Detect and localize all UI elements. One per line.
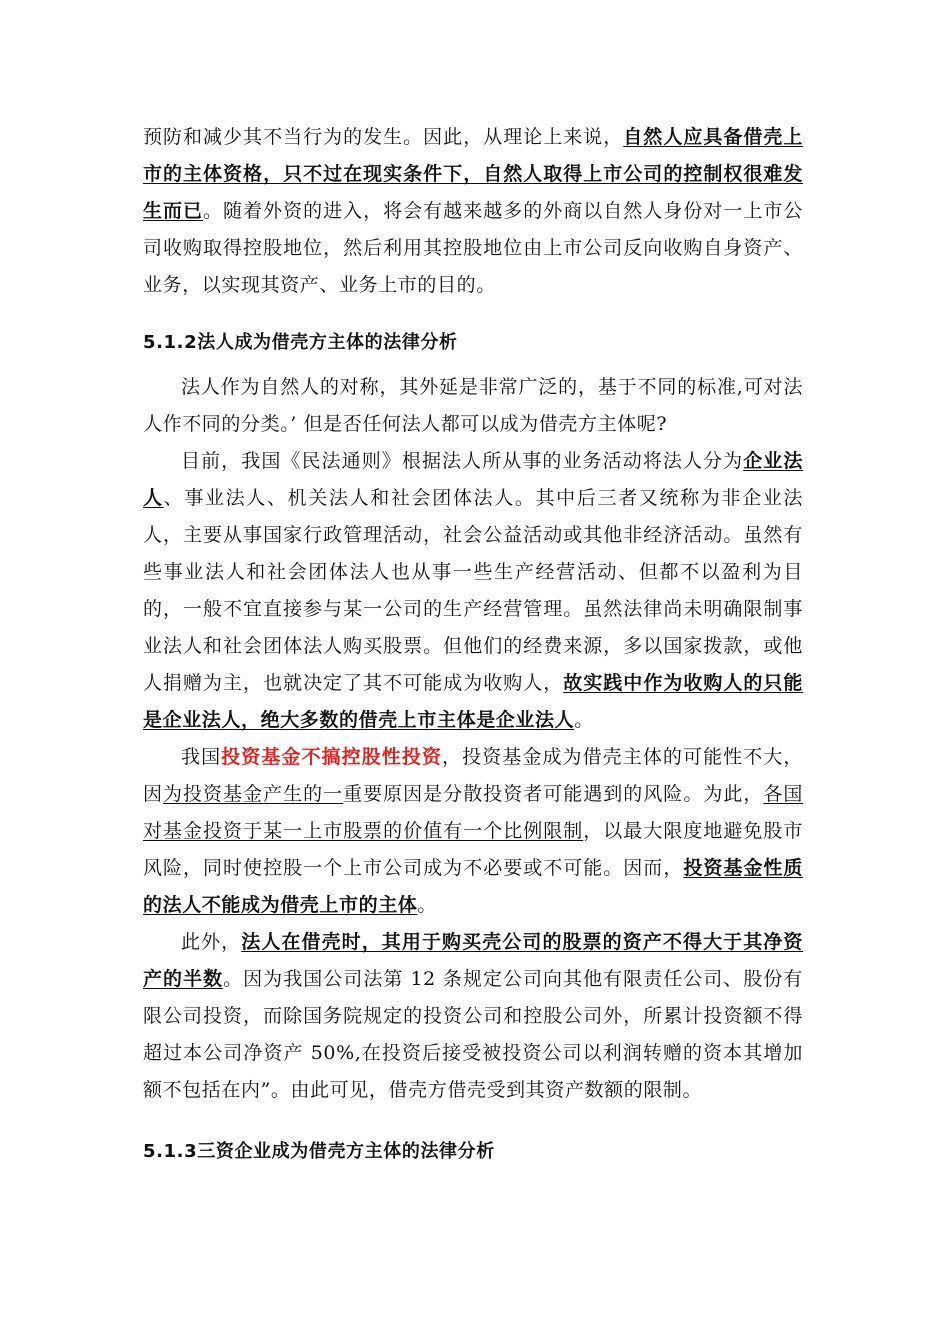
text-segment: 。 [574,709,594,731]
text-segment: 法人作为自然人的对称，其外延是非常广泛的，基于不同的标准,可对法人作不同的分类。’ 但是否任何法人都可以成为借壳方主体呢? [143,376,803,435]
text-segment: 此外， [181,931,242,953]
emphasis-text: 投资基金性质的法人不能成为借壳上市的主体 [143,857,804,916]
paragraph-asset-limit [143,924,803,1109]
text-segment: 我国 [181,746,222,768]
section-heading-5-1-3: 5.1.3三资企业成为借壳方主体的法律分析 [143,1141,495,1162]
emphasis-text: 企业法人 [143,450,803,509]
text-segment: 目前，我国《民法通则》根据法人所从事的业务活动将法人分为 [181,450,744,472]
text-segment: ，以最大限度地避免股市风险，同时使控股一个上市公司成为不必要或不可能。因而， [143,820,804,879]
text-segment: ，投资基金成为借壳主体的可能性不大，因 [143,746,803,805]
text-segment: 。 [417,894,438,916]
text-segment: 重要原因是分散投资者可能遇到的风险。为此， [343,783,764,805]
underlined-text: 各国对基金投资于某一上市股票的价值有一个比例限制 [143,783,803,842]
text-segment: 预防和减少其不当行为的发生。因此，从理论上来说， [143,126,624,148]
paragraph-legal-person-classification [143,443,803,739]
text-segment: 。因为我国公司法第 12 条规定公司向其他有限责任公司、股份有限公司投资，而除国务院规定的投资公司和控股公司外，所累计投资额不得超过本公司净资产 50%,在投资后接受被投资公司以利润转赠的资本其增加额不包括在内”。由此可见，借壳方借壳受到其资产数额的限制。 [143,968,803,1101]
highlight-text: 投资基金不搞控股性投资 [221,746,443,768]
emphasis-text: 自然人应具备借壳上市的主体资格，只不过在现实条件下，自然人取得上市公司的控制权很难发生而已 [143,126,803,222]
emphasis-text: 法人在借壳时，其用于购买壳公司的股票的资产不得大于其净资产的半数 [143,931,803,990]
underlined-text: 为投资基金产生的一 [163,783,344,805]
text-segment: 。随着外资的进入，将会有越来越多的外商以自然人身份对一上市公司收购取得控股地位，然后利用其控股地位由上市公司反向收购自身资产、业务，以实现其资产、业务上市的目的。 [143,200,803,296]
section-heading-5-1-2: 5.1.2法人成为借壳方主体的法律分析 [143,332,458,353]
paragraph-legal-person-intro [143,369,803,443]
paragraph-investment-fund [143,739,803,924]
emphasis-text: 故实践中作为收购人的只能是企业法人，绝大多数的借壳上市主体是企业法人 [143,672,803,731]
paragraph-natural-person-conclusion [143,119,803,304]
text-segment: 、事业法人、机关法人和社会团体法人。其中后三者又统称为非企业法人，主要从事国家行政管理活动，社会公益活动或其他非经济活动。虽然有些事业法人和社会团体法人也从事一些生产经营活动、但都不以盈利为目的，一般不宜直接参与某一公司的生产经营管理。虽然法律尚未明确限制事业法人和社会团体法人购买股票。但他们的经费来源，多以国家拨款，或他人捐赠为主，也就决定了其不可能成为收购人， [143,487,803,694]
